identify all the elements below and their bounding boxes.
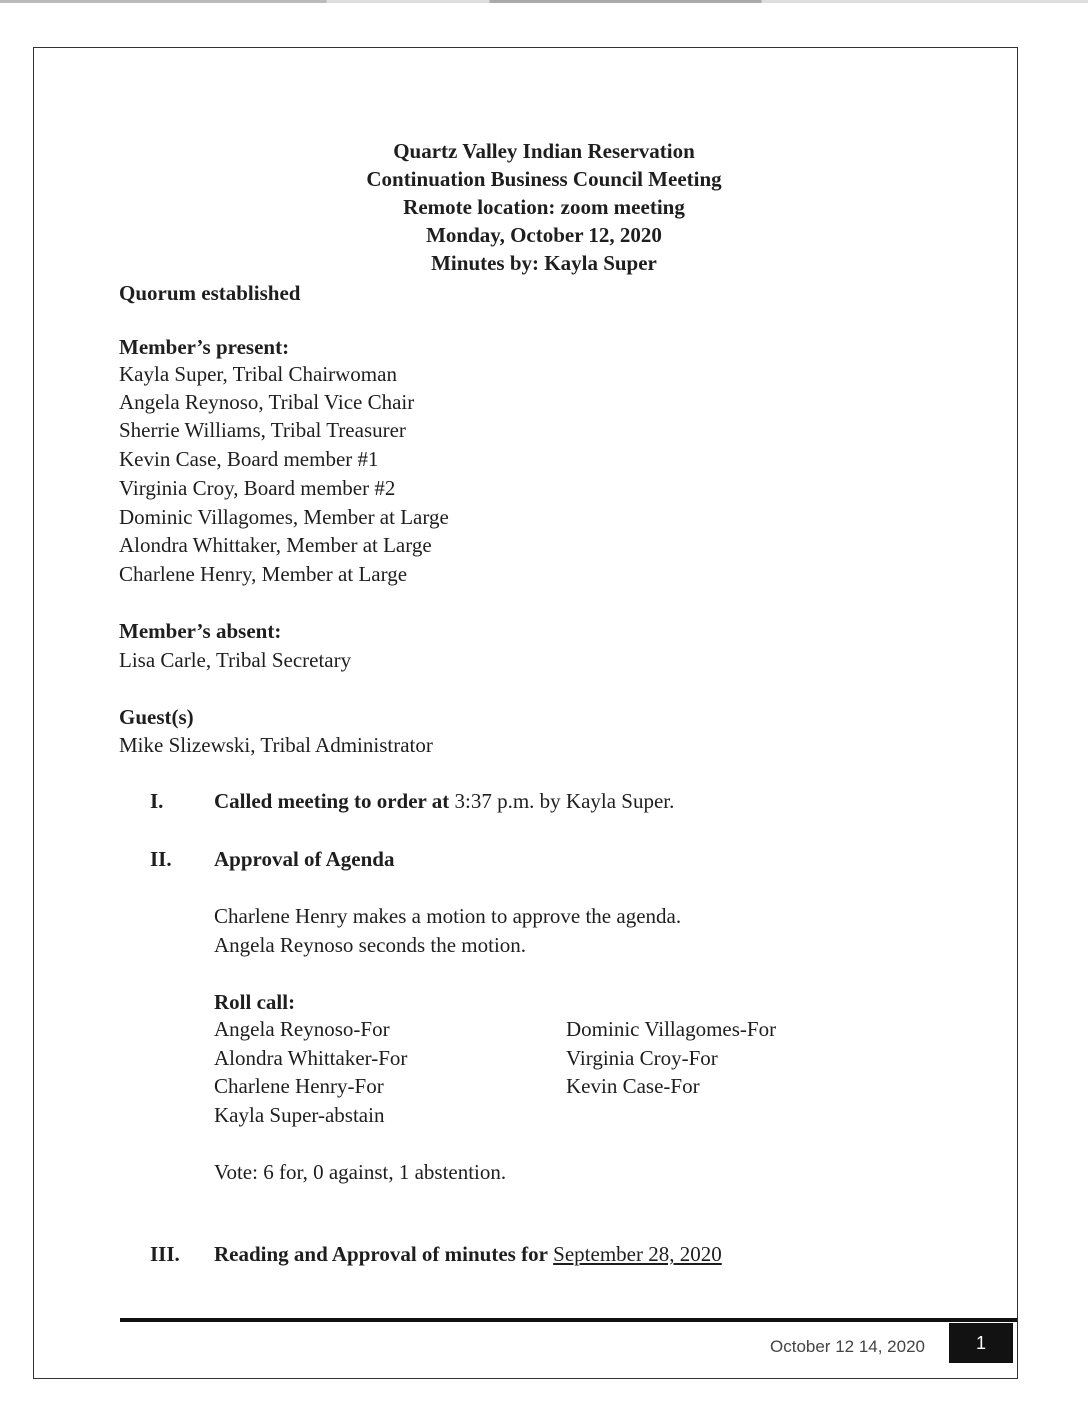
- item-ii-title: Approval of Agenda: [214, 847, 395, 871]
- roll-call-vote: Kayla Super-abstain: [214, 1103, 385, 1127]
- item-iii-text: [214, 1242, 722, 1267]
- members-absent-heading: Member’s absent:: [119, 619, 282, 643]
- footer-date: October 12 14, 2020: [770, 1337, 926, 1356]
- roll-call-vote: Virginia Croy-For: [566, 1046, 718, 1070]
- scan-top-edge: [0, 0, 1088, 3]
- item-iii-title: Reading and Approval of minutes for: [214, 1242, 548, 1266]
- vote-result: Vote: 6 for, 0 against, 1 abstention.: [214, 1160, 507, 1184]
- item-i-rest-text: 3:37 p.m. by Kayla Super.: [449, 789, 675, 813]
- member-present: Sherrie Williams, Tribal Treasurer: [119, 418, 406, 442]
- header-location: Remote location: zoom meeting: [403, 195, 685, 219]
- item-ii-second: Angela Reynoso seconds the motion.: [214, 933, 527, 957]
- roll-call-heading: Roll call:: [214, 990, 296, 1014]
- item-i-bold-text: Called meeting to order at: [214, 789, 450, 813]
- header-date: Monday, October 12, 2020: [426, 223, 662, 247]
- item-iii-date: September 28, 2020: [553, 1242, 722, 1266]
- item-iii-numeral: III.: [150, 1242, 180, 1266]
- member-present: Dominic Villagomes, Member at Large: [119, 505, 449, 529]
- header-meeting-title: Continuation Business Council Meeting: [366, 167, 722, 191]
- header-minutes-by: Minutes by: Kayla Super: [431, 251, 657, 275]
- member-present: Virginia Croy, Board member #2: [119, 476, 396, 500]
- roll-call-vote: Angela Reynoso-For: [214, 1017, 390, 1041]
- member-present: Kevin Case, Board member #1: [119, 447, 379, 471]
- quorum-statement: Quorum established: [119, 281, 301, 305]
- header-organization: Quartz Valley Indian Reservation: [393, 139, 695, 163]
- member-present: Kayla Super, Tribal Chairwoman: [119, 362, 397, 386]
- footer-rule: [120, 1318, 1017, 1322]
- item-i-text: [214, 789, 674, 814]
- item-ii-motion: Charlene Henry makes a motion to approve the agenda.: [214, 904, 682, 928]
- member-absent: Lisa Carle, Tribal Secretary: [119, 648, 352, 672]
- item-ii-numeral: II.: [150, 847, 172, 871]
- guests-heading: Guest(s): [119, 705, 194, 729]
- roll-call-vote: Dominic Villagomes-For: [566, 1017, 777, 1041]
- member-present: Alondra Whittaker, Member at Large: [119, 533, 432, 557]
- roll-call-vote: Alondra Whittaker-For: [214, 1046, 408, 1070]
- roll-call-vote: Charlene Henry-For: [214, 1074, 384, 1098]
- item-i-numeral: I.: [150, 789, 164, 813]
- page-number: 1: [949, 1323, 1013, 1363]
- members-present-heading: Member’s present:: [119, 335, 290, 359]
- roll-call-vote: Kevin Case-For: [566, 1074, 700, 1098]
- member-present: Angela Reynoso, Tribal Vice Chair: [119, 390, 415, 414]
- guest: Mike Slizewski, Tribal Administrator: [119, 733, 433, 757]
- member-present: Charlene Henry, Member at Large: [119, 562, 408, 586]
